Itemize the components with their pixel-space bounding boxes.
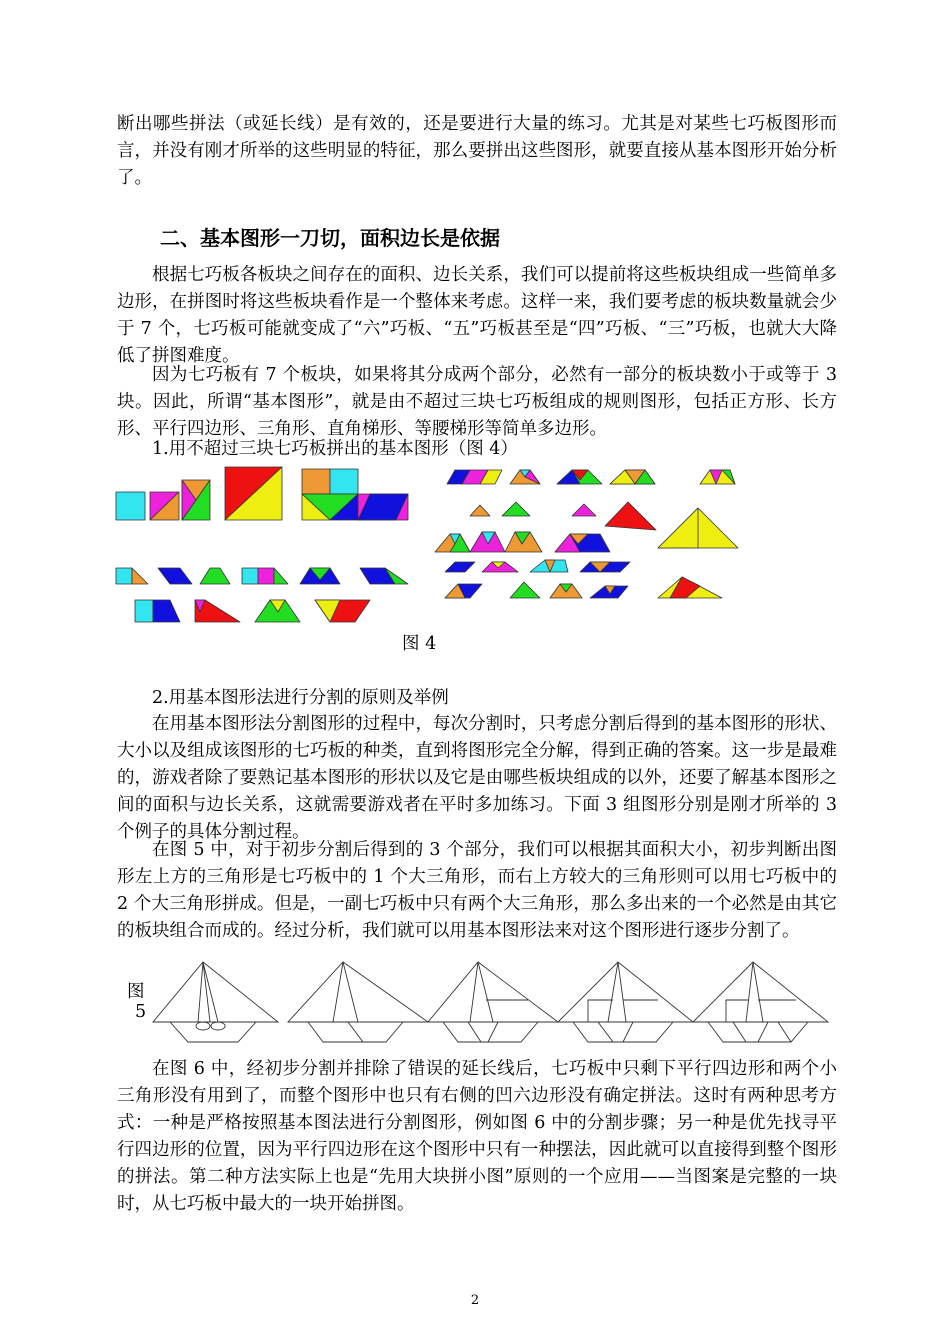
figure-5-sailboat-steps bbox=[148, 960, 838, 1045]
paragraph-continued: 断出哪些拼法（或延长线）是有效的，还是要进行大量的练习。尤其是对某些七巧板图形而言，并没有刚才所举的这些明显的特征，那么要拼出这些图形，就要直接从基本图形开始分析了。 bbox=[117, 114, 837, 188]
figure-4-caption: 图 4 bbox=[402, 634, 437, 654]
subheading-fig4: 1.用不超过三块七巧板拼出的基本图形（图 4） bbox=[152, 439, 518, 459]
page-number: 2 bbox=[470, 1293, 480, 1308]
paragraph-figure5-explanation: 在图 5 中，对于初步分割后得到的 3 个部分，我们可以根据其面积大小，初步判断出图形左上方的三角形是七巧板中的 1 个大三角形，而右上方较大的三角形则可以用七巧板中的 2 个大三角形拼成。但是，一副七巧板中只有两个大三角形，那么多出来的一个必然是由其它的板块组合而成的。经过分析，我们就可以用基本图形法来对这个图形进行逐步分割了。 bbox=[117, 840, 837, 941]
paragraph-basic-shapes-intro: 根据七巧板各板块之间存在的面积、边长关系，我们可以提前将这些板块组成一些简单多边形，在拼图时将这些板块看作是一个整体来考虑。这样一来，我们要考虑的板块数量就会少于 7 个，七巧板可能就变成了“六”巧板、“五”巧板甚至是“四”巧板、“三”巧板，也就大大降低了拼图难度。 bbox=[117, 265, 837, 366]
figure-5-label-number: 5 bbox=[135, 1002, 147, 1022]
paragraph-figure6-explanation: 在图 6 中，经初步分割并排除了错误的延长线后，七巧板中只剩下平行四边形和两个小三角形没有用到了，而整个图形中也只有右侧的凹六边形没有确定拼法。这时有两种思考方式：一种是严格按照基本图法进行分割图形，例如图 6 中的分割步骤；另一种是优先找寻平行四边形的位置，因为平行四边形在这个图形中只有一种摆法，因此就可以直接得到整个图形的拼法。第二种方法实际上也是“先用大块拼小图”原则的一个应用——当图案是完整的一块时，从七巧板中最大的一块开始拼图。 bbox=[117, 1059, 837, 1214]
section-heading: 二、基本图形一刀切，面积边长是依据 bbox=[160, 226, 500, 250]
figure-4-tangram-shapes bbox=[110, 462, 750, 632]
paragraph-basic-shapes-definition: 因为七巧板有 7 个板块，如果将其分成两个部分，必然有一部分的板块数小于或等于 3 块。因此，所谓“基本图形”，就是由不超过三块七巧板组成的规则图形，包括正方形、长方形、平行四边形、三角形、直角梯形、等腰梯形等简单多边形。 bbox=[117, 365, 837, 439]
subheading-principle: 2.用基本图形法进行分割的原则及举例 bbox=[152, 688, 449, 708]
paragraph-principle: 在用基本图形法分割图形的过程中，每次分割时，只考虑分割后得到的基本图形的形状、大小以及组成该图形的七巧板的种类，直到将图形完全分解，得到正确的答案。这一步是最难的，游戏者除了要熟记基本图形的形状以及它是由哪些板块组成的以外，还要了解基本图形之间的面积与边长关系，这就需要游戏者在平时多加练习。下面 3 组图形分别是刚才所举的 3 个例子的具体分割过程。 bbox=[117, 714, 837, 842]
figure-5-label-char: 图 bbox=[127, 982, 145, 1002]
